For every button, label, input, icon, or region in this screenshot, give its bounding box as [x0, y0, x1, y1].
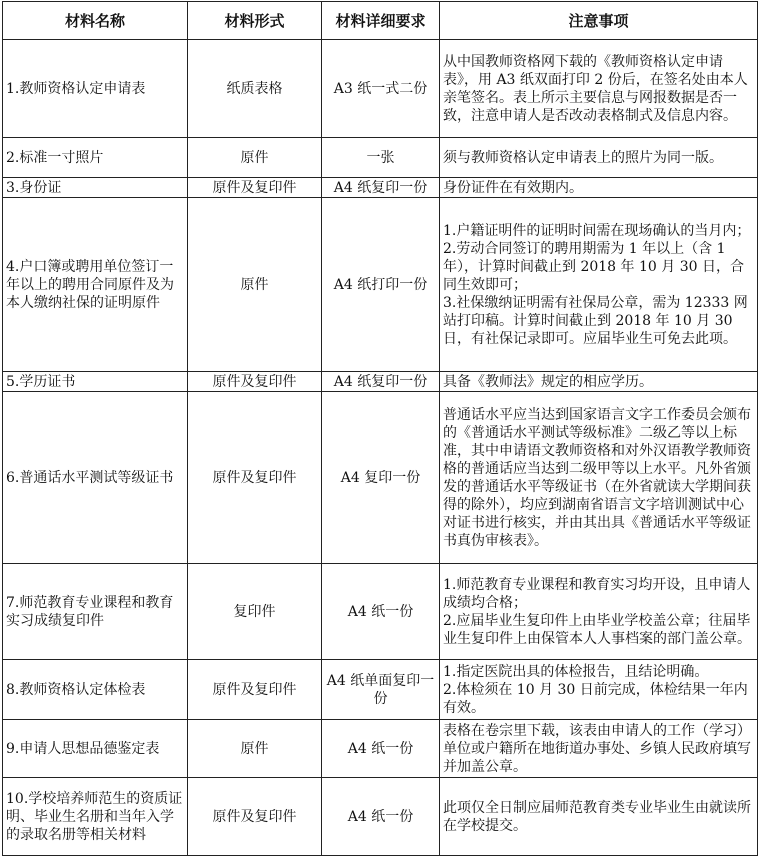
- header-material-form: 材料形式: [188, 2, 322, 40]
- note-line: 此项仅全日制应届师范教育类专业毕业生由就读所在学校提交。: [443, 799, 751, 834]
- material-form: 原件及复印件: [188, 778, 322, 856]
- material-notes: [440, 178, 758, 198]
- note-line: 1.师范教育专业课程和教育实习均开设，且申请人成绩均合格；: [443, 576, 751, 611]
- material-name: 10.学校培养师范生的资质证明、毕业生名册和当年入学的录取名册等相关材料: [3, 778, 188, 856]
- material-notes: [440, 198, 758, 372]
- material-form: 复印件: [188, 564, 322, 660]
- note-line: 3.社保缴纳证明需有社保局公章，需为 12333 网站打印稿。计算时间截止到 2018 年 10 月 30 日，有社保记录即可。应届毕业生可免去此项。: [443, 294, 748, 347]
- material-notes: [440, 138, 758, 178]
- note-line: 2.劳动合同签订的聘用期需为 1 年以上（含 1 年），计算时间截止到 2018 年 10 月 30 日，合同生效即可；: [443, 240, 744, 293]
- material-notes: [440, 564, 758, 660]
- note-line: 具备《教师法》规定的相应学历。: [443, 373, 653, 390]
- material-name: 4.户口簿或聘用单位签订一年以上的聘用合同原件及为本人缴纳社保的证明原件: [3, 198, 188, 372]
- table-row: [3, 564, 758, 660]
- material-name: 7.师范教育专业课程和教育实习成绩复印件: [3, 564, 188, 660]
- note-line: 普通话水平应当达到国家语言文字工作委员会颁布的《普通话水平测试等级标准》二级乙等以上标准，其中申请语文教师资格和对外汉语教学教师资格的普通话应当达到二级甲等以上水平。凡外省颁发的普通话水平等级证书（在外省就读大学期间获得的除外），均应到湖南省语言文字培训测试中心对证书进行核实，并由其出具《普通话水平等级证书真伪审核表》。: [443, 406, 751, 549]
- material-notes: [440, 778, 758, 856]
- materials-table: [2, 1, 758, 856]
- material-name: 9.申请人思想品德鉴定表: [3, 720, 188, 778]
- material-form: 原件及复印件: [188, 372, 322, 392]
- table-row: [3, 720, 758, 778]
- material-form: 原件及复印件: [188, 178, 322, 198]
- material-name: 5.学历证书: [3, 372, 188, 392]
- table-row: [3, 372, 758, 392]
- material-requirement: A4 纸一份: [322, 720, 440, 778]
- material-form: 原件: [188, 138, 322, 178]
- material-name: 1.教师资格认定申请表: [3, 40, 188, 138]
- note-line: 2.应届毕业生复印件上由毕业学校盖公章；往届毕业生复印件上由保管本人人事档案的部门盖公章。: [443, 612, 751, 647]
- material-form: 纸质表格: [188, 40, 322, 138]
- table-row: [3, 198, 758, 372]
- material-form: 原件: [188, 720, 322, 778]
- material-notes: [440, 40, 758, 138]
- header-notes: 注意事项: [440, 2, 758, 40]
- table-row: [3, 778, 758, 856]
- header-row: [3, 2, 758, 40]
- material-name: 6.普通话水平测试等级证书: [3, 392, 188, 564]
- note-line: 须与教师资格认定申请表上的照片为同一版。: [443, 149, 723, 166]
- material-requirement: A4 纸一份: [322, 778, 440, 856]
- table-row: [3, 138, 758, 178]
- material-notes: [440, 372, 758, 392]
- table-row: [3, 40, 758, 138]
- note-line: 表格在卷宗里下载，该表由申请人的工作（学习）单位或户籍所在地街道办事处、乡镇人民政府填写并加盖公章。: [443, 722, 751, 775]
- note-line: 身份证件在有效期内。: [443, 179, 583, 196]
- material-requirement: A4 纸单面复印一份: [322, 660, 440, 720]
- material-requirement: A4 纸打印一份: [322, 198, 440, 372]
- material-notes: [440, 720, 758, 778]
- material-notes: [440, 392, 758, 564]
- header-material-requirement: 材料详细要求: [322, 2, 440, 40]
- note-line: 从中国教师资格网下载的《教师资格认定申请表》，用 A3 纸双面打印 2 份后，在签名处由本人亲笔签名。表上所示主要信息与网报数据是否一致，注意申请人是否改动表格制式及信息内容。: [443, 53, 748, 124]
- note-line: 2.体检须在 10 月 30 日前完成，体检结果一年内有效。: [443, 681, 748, 716]
- table-row: [3, 660, 758, 720]
- material-form: 原件及复印件: [188, 660, 322, 720]
- material-requirement: A4 复印一份: [322, 392, 440, 564]
- material-requirement: A3 纸一式二份: [322, 40, 440, 138]
- material-requirement: 一张: [322, 138, 440, 178]
- material-form: 原件: [188, 198, 322, 372]
- note-line: 1.指定医院出具的体检报告，且结论明确。: [443, 663, 709, 680]
- material-notes: [440, 660, 758, 720]
- material-name: 8.教师资格认定体检表: [3, 660, 188, 720]
- material-form: 原件及复印件: [188, 392, 322, 564]
- note-line: 1.户籍证明件的证明时间需在现场确认的当月内；: [443, 222, 751, 239]
- header-material-name: 材料名称: [3, 2, 188, 40]
- material-requirement: A4 纸复印一份: [322, 178, 440, 198]
- table-row: [3, 178, 758, 198]
- material-requirement: A4 纸复印一份: [322, 372, 440, 392]
- material-name: 2.标准一寸照片: [3, 138, 188, 178]
- material-requirement: A4 纸一份: [322, 564, 440, 660]
- table-row: [3, 392, 758, 564]
- material-name: 3.身份证: [3, 178, 188, 198]
